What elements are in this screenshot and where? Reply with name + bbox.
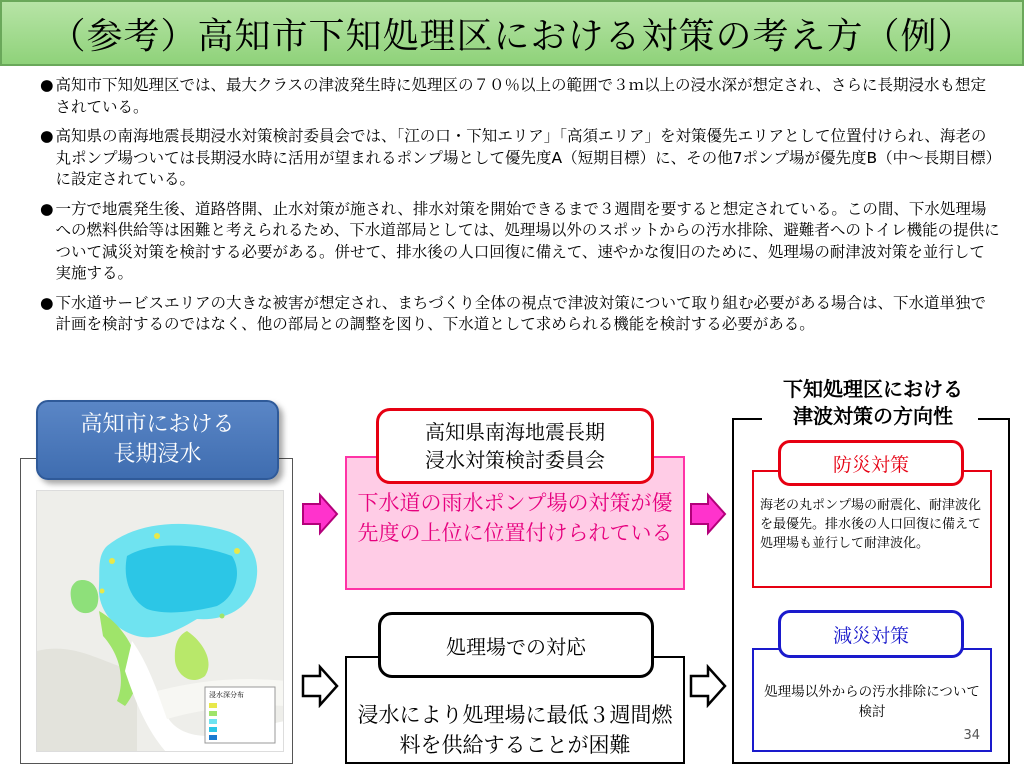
frame-top-right-line [978, 418, 1010, 420]
bullet-text: 高知県の南海地震長期浸水対策検討委員会では、「江の口・下知エリア」「高須エリア」を対策優先エリアとして位置付けられ、海老の丸ポンプ場ついては長期浸水時に活用が望まれるポンプ場として優先度A（短期目標）に、その他7ポンプ場が優先度B（中～長期目標）に設定されている。 [55, 127, 994, 188]
bullet-item [40, 126, 1000, 191]
treatment-plant-label: 処理場での対応 [378, 612, 654, 678]
bullet-dot-icon: ● [40, 127, 54, 145]
page-title: （参考）高知市下知処理区における対策の考え方（例） [49, 15, 975, 57]
page-number: 34 [963, 728, 980, 743]
arrow-right-icon [300, 664, 340, 708]
committee-label [376, 408, 654, 484]
bullet-dot-icon: ● [40, 76, 54, 94]
bullet-dot-icon: ● [40, 293, 54, 312]
arrow-right-icon [688, 492, 728, 536]
disaster-mitigation-text: 処理場以外からの汚水排除について検討 [764, 684, 980, 720]
map-header-box [36, 400, 279, 480]
disaster-prevention-text: 海老の丸ポンプ場の耐震化、耐津波化を最優先。排水後の人口回復に備えて処理場も並行して耐津波化。 [760, 498, 982, 551]
pump-priority-text: 下水道の雨水ポンプ場の対策が優先度の上位に位置付けられている [357, 491, 673, 545]
committee-label-line2: 浸水対策検討委員会 [425, 448, 605, 472]
disaster-mitigation-label: 減災対策 [778, 610, 964, 658]
committee-label-line1: 高知県南海地震長期 [425, 420, 605, 444]
flood-map-image [36, 490, 284, 752]
bullet-item [40, 75, 1000, 118]
bullet-item [40, 199, 1000, 285]
disaster-prevention-label: 防災対策 [778, 440, 964, 486]
direction-title-line2: 津波対策の方向性 [793, 404, 953, 428]
treatment-plant-text: 浸水により処理場に最低３週間燃料を供給することが困難 [357, 703, 673, 757]
direction-title-line1: 下知処理区における [783, 377, 963, 401]
bullet-item [40, 293, 1000, 336]
bullet-list [40, 75, 1000, 344]
flood-map-graphic [37, 491, 284, 752]
arrow-right-icon [688, 664, 728, 708]
arrow-right-icon [300, 492, 340, 536]
bullet-text: 一方で地震発生後、道路啓開、止水対策が施され、排水対策を開始できるまで３週間を要すると想定されている。この間、下水処理場への燃料供給等は困難と考えられるため、下水道部局としては、処理場以外のスポットからの汚水排除、避難者へのトイレ機能の提供について減災対策を検討する必要がある。併せて、排水後の人口回復に備えて、速やかな復旧のために、処理場の耐津波対策を並行して実施する。 [55, 199, 1000, 282]
page-title-bar [0, 0, 1024, 66]
map-header-line1: 高知市における [80, 412, 235, 437]
bullet-text: 高知市下知処理区では、最大クラスの津波発生時に処理区の７０％以上の範囲で３ｍ以上の浸水深が想定され、さらに長期浸水も想定されている。 [55, 76, 986, 116]
bullet-dot-icon: ● [40, 199, 54, 218]
map-header-line2: 長期浸水 [113, 442, 202, 467]
frame-top-left-line [732, 418, 762, 420]
map-legend-title: 浸水深分布 [209, 691, 244, 699]
bullet-text: 下水道サービスエリアの大きな被害が想定され、まちづくり全体の視点で津波対策について取り組む必要がある場合は、下水道単独で計画を検討するのではなく、他の部局との調整を図り、下水道として求められる機能を検討する必要がある。 [55, 293, 986, 333]
